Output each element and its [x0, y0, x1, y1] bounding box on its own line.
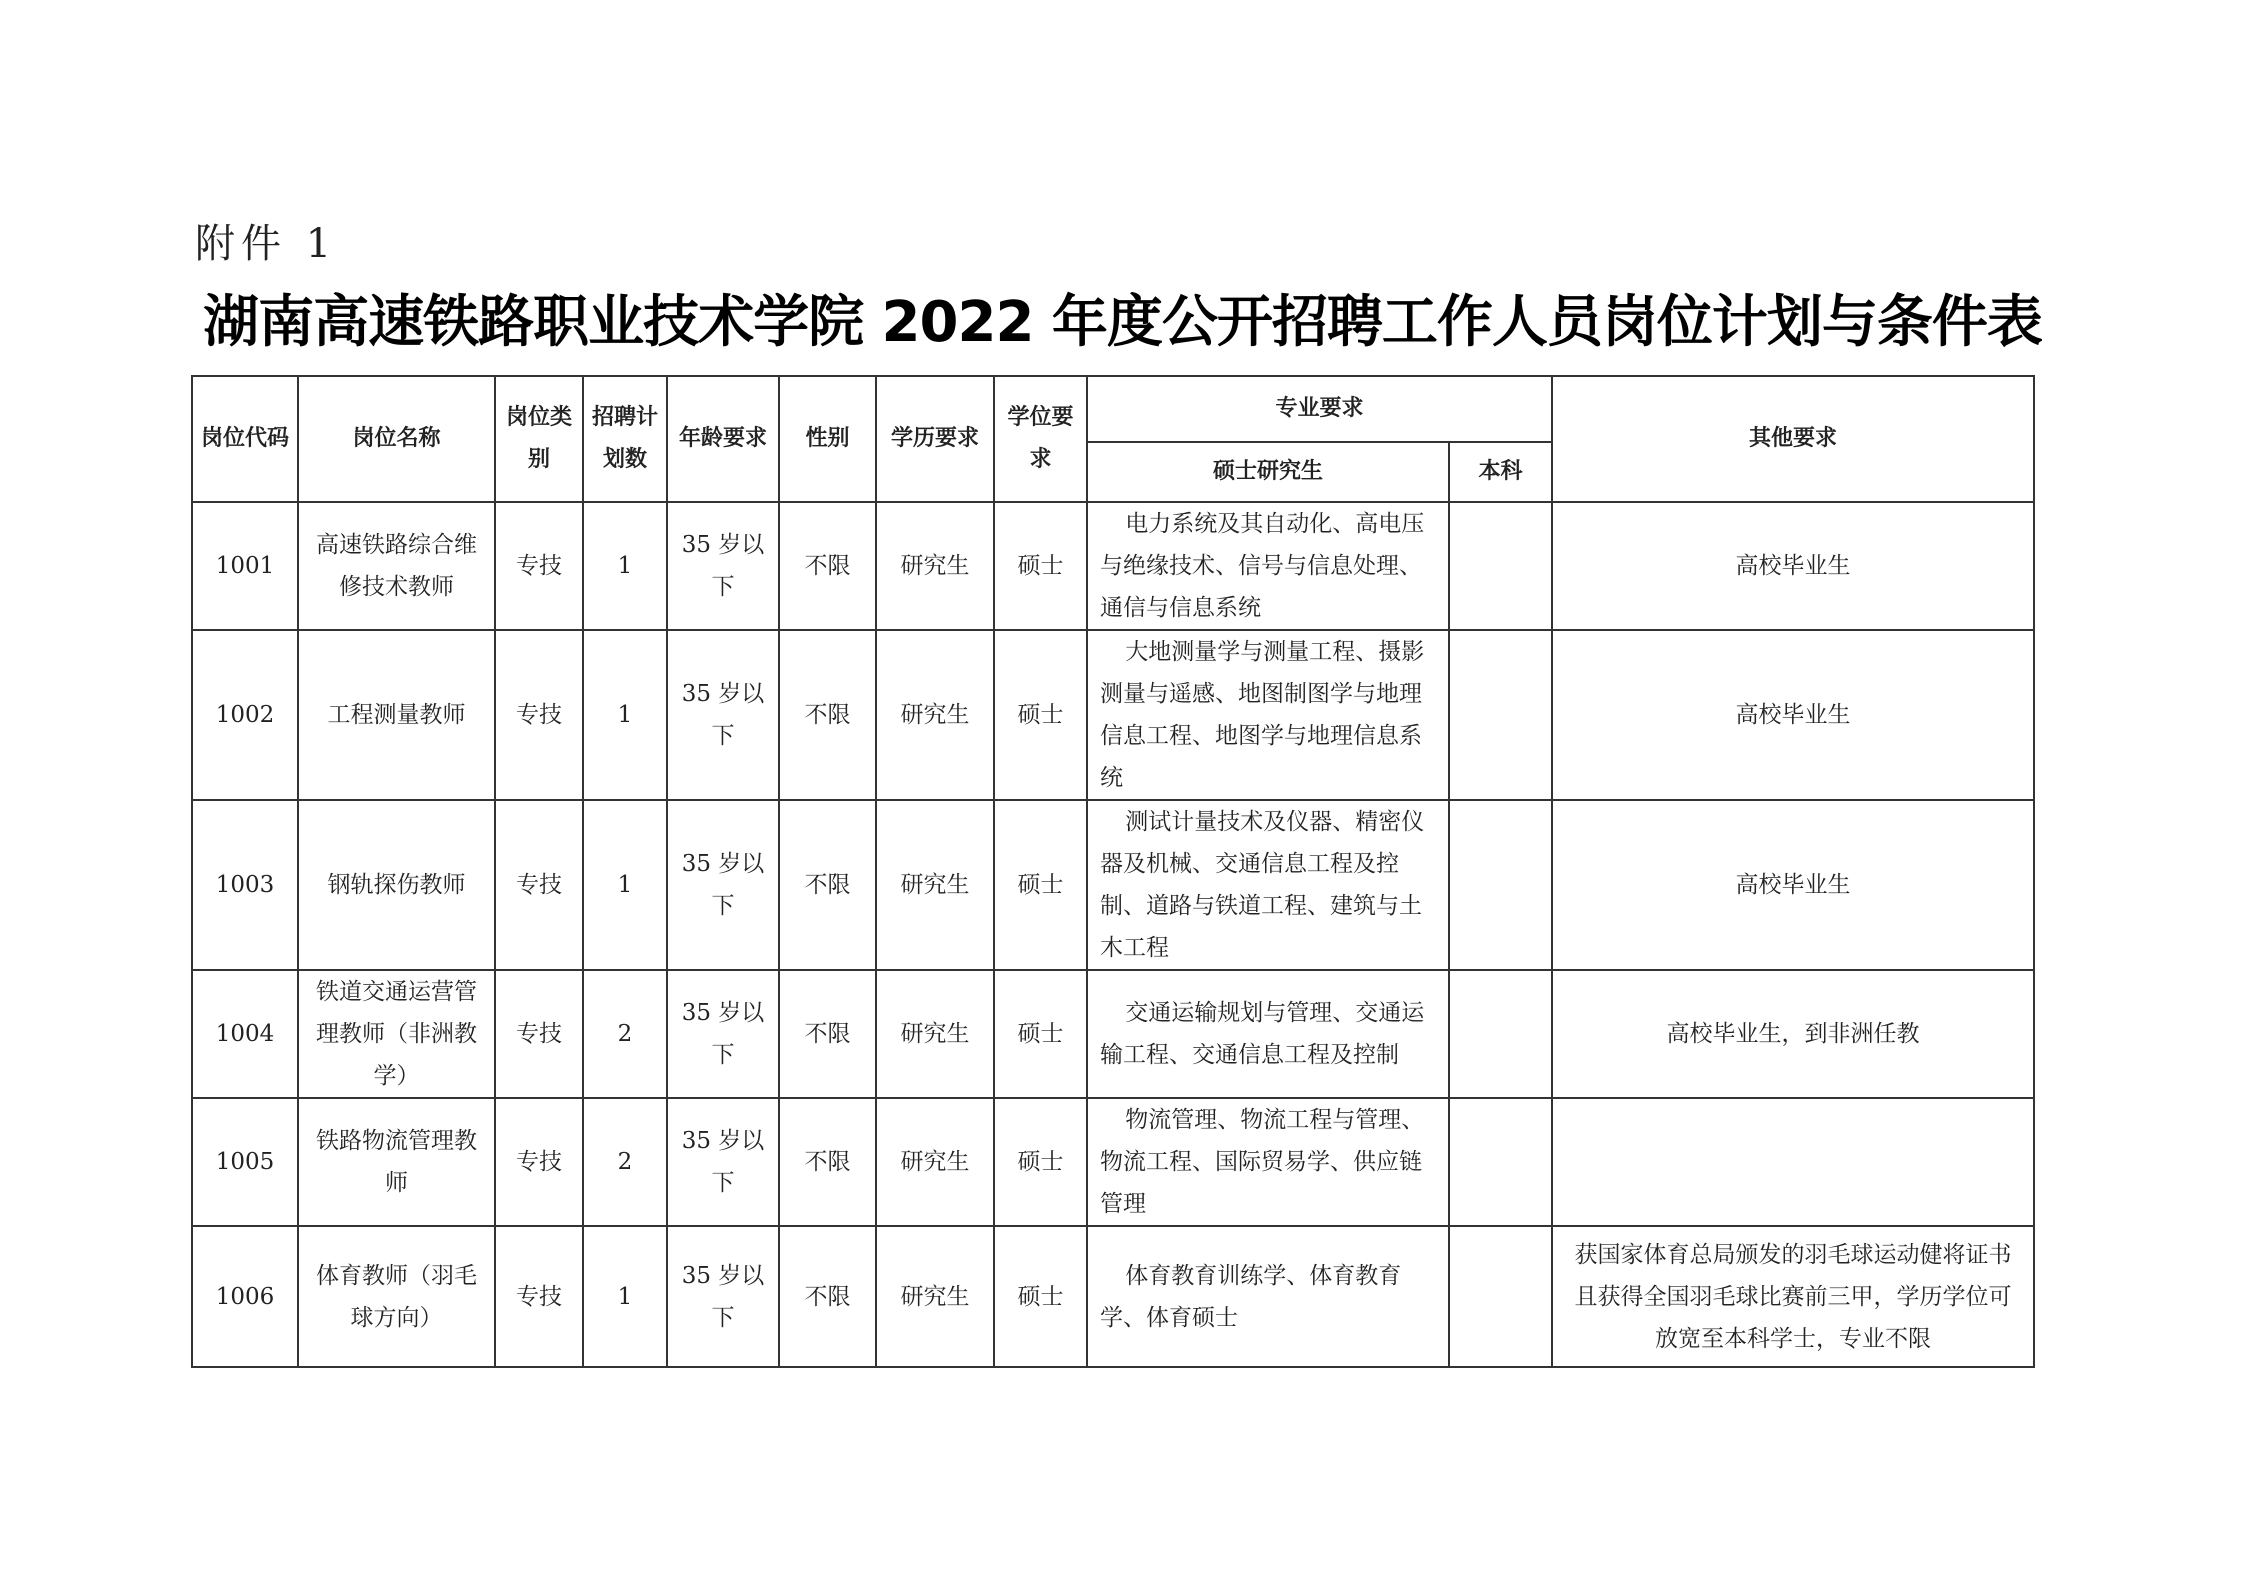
cell-bachelor	[1449, 630, 1552, 800]
cell-gender: 不限	[779, 1226, 876, 1367]
recruitment-table	[191, 375, 2035, 1368]
cell-degree: 硕士	[994, 630, 1087, 800]
cell-master	[1087, 630, 1449, 800]
cell-master	[1087, 800, 1449, 970]
master-text: 交通运输规划与管理、交通运输工程、交通信息工程及控制	[1100, 1000, 1425, 1068]
cell-degree: 硕士	[994, 1098, 1087, 1226]
cell-gender: 不限	[779, 1098, 876, 1226]
cell-name: 高速铁路综合维修技术教师	[298, 502, 495, 630]
cell-name: 铁路物流管理教师	[298, 1098, 495, 1226]
cell-other: 高校毕业生	[1552, 800, 2034, 970]
cell-other: 高校毕业生	[1552, 502, 2034, 630]
cell-count: 1	[583, 502, 667, 630]
header-code: 岗位代码	[192, 376, 298, 502]
cell-code: 1003	[192, 800, 298, 970]
cell-name: 钢轨探伤教师	[298, 800, 495, 970]
header-category: 岗位类别	[495, 376, 583, 502]
cell-gender: 不限	[779, 970, 876, 1098]
page-title: 湖南高速铁路职业技术学院 2022 年度公开招聘工作人员岗位计划与条件表	[203, 290, 2042, 355]
cell-degree: 硕士	[994, 800, 1087, 970]
cell-master	[1087, 1226, 1449, 1367]
cell-education: 研究生	[876, 800, 994, 970]
cell-age: 35 岁以下	[667, 800, 779, 970]
cell-degree: 硕士	[994, 502, 1087, 630]
header-age: 年龄要求	[667, 376, 779, 502]
cell-other: 高校毕业生	[1552, 630, 2034, 800]
cell-category: 专技	[495, 800, 583, 970]
table-row	[192, 1098, 2034, 1226]
cell-degree: 硕士	[994, 970, 1087, 1098]
cell-gender: 不限	[779, 800, 876, 970]
cell-count: 2	[583, 1098, 667, 1226]
cell-category: 专技	[495, 502, 583, 630]
cell-other: 获国家体育总局颁发的羽毛球运动健将证书且获得全国羽毛球比赛前三甲，学历学位可放宽至本科学士，专业不限	[1552, 1226, 2034, 1367]
table-row	[192, 502, 2034, 630]
table-row	[192, 970, 2034, 1098]
table-row	[192, 800, 2034, 970]
cell-age: 35 岁以下	[667, 1226, 779, 1367]
master-text: 物流管理、物流工程与管理、物流工程、国际贸易学、供应链管理	[1100, 1107, 1425, 1217]
cell-bachelor	[1449, 1098, 1552, 1226]
cell-other: 高校毕业生，到非洲任教	[1552, 970, 2034, 1098]
cell-education: 研究生	[876, 1226, 994, 1367]
cell-education: 研究生	[876, 1098, 994, 1226]
master-text: 大地测量学与测量工程、摄影测量与遥感、地图制图学与地理信息工程、地图学与地理信息系统	[1100, 639, 1425, 791]
header-major: 专业要求	[1087, 376, 1552, 442]
cell-category: 专技	[495, 970, 583, 1098]
cell-category: 专技	[495, 1098, 583, 1226]
header-gender: 性别	[779, 376, 876, 502]
header-other: 其他要求	[1552, 376, 2034, 502]
cell-name: 体育教师（羽毛球方向）	[298, 1226, 495, 1367]
cell-bachelor	[1449, 970, 1552, 1098]
cell-master	[1087, 502, 1449, 630]
cell-bachelor	[1449, 800, 1552, 970]
cell-other	[1552, 1098, 2034, 1226]
cell-age: 35 岁以下	[667, 502, 779, 630]
cell-education: 研究生	[876, 502, 994, 630]
cell-master	[1087, 970, 1449, 1098]
cell-code: 1005	[192, 1098, 298, 1226]
cell-bachelor	[1449, 502, 1552, 630]
cell-name: 工程测量教师	[298, 630, 495, 800]
cell-code: 1006	[192, 1226, 298, 1367]
cell-code: 1002	[192, 630, 298, 800]
cell-count: 1	[583, 630, 667, 800]
cell-age: 35 岁以下	[667, 1098, 779, 1226]
header-degree: 学位要求	[994, 376, 1087, 502]
master-text: 电力系统及其自动化、高电压与绝缘技术、信号与信息处理、通信与信息系统	[1100, 511, 1425, 621]
cell-degree: 硕士	[994, 1226, 1087, 1367]
cell-count: 1	[583, 800, 667, 970]
cell-count: 1	[583, 1226, 667, 1367]
cell-count: 2	[583, 970, 667, 1098]
cell-gender: 不限	[779, 630, 876, 800]
header-master: 硕士研究生	[1087, 442, 1449, 502]
cell-code: 1001	[192, 502, 298, 630]
cell-gender: 不限	[779, 502, 876, 630]
cell-bachelor	[1449, 1226, 1552, 1367]
cell-age: 35 岁以下	[667, 970, 779, 1098]
header-education: 学历要求	[876, 376, 994, 502]
header-bachelor: 本科	[1449, 442, 1552, 502]
cell-category: 专技	[495, 630, 583, 800]
cell-code: 1004	[192, 970, 298, 1098]
cell-education: 研究生	[876, 970, 994, 1098]
master-text: 体育教育训练学、体育教育学、体育硕士	[1100, 1262, 1402, 1331]
header-name: 岗位名称	[298, 376, 495, 502]
table-row	[192, 630, 2034, 800]
cell-category: 专技	[495, 1226, 583, 1367]
header-count: 招聘计划数	[583, 376, 667, 502]
cell-education: 研究生	[876, 630, 994, 800]
cell-master	[1087, 1098, 1449, 1226]
cell-age: 35 岁以下	[667, 630, 779, 800]
table-row	[192, 1226, 2034, 1367]
master-text: 测试计量技术及仪器、精密仪器及机械、交通信息工程及控制、道路与铁道工程、建筑与土木工程	[1100, 809, 1425, 961]
cell-name: 铁道交通运营管理教师（非洲教学）	[298, 970, 495, 1098]
attachment-label: 附件 1	[195, 221, 338, 267]
